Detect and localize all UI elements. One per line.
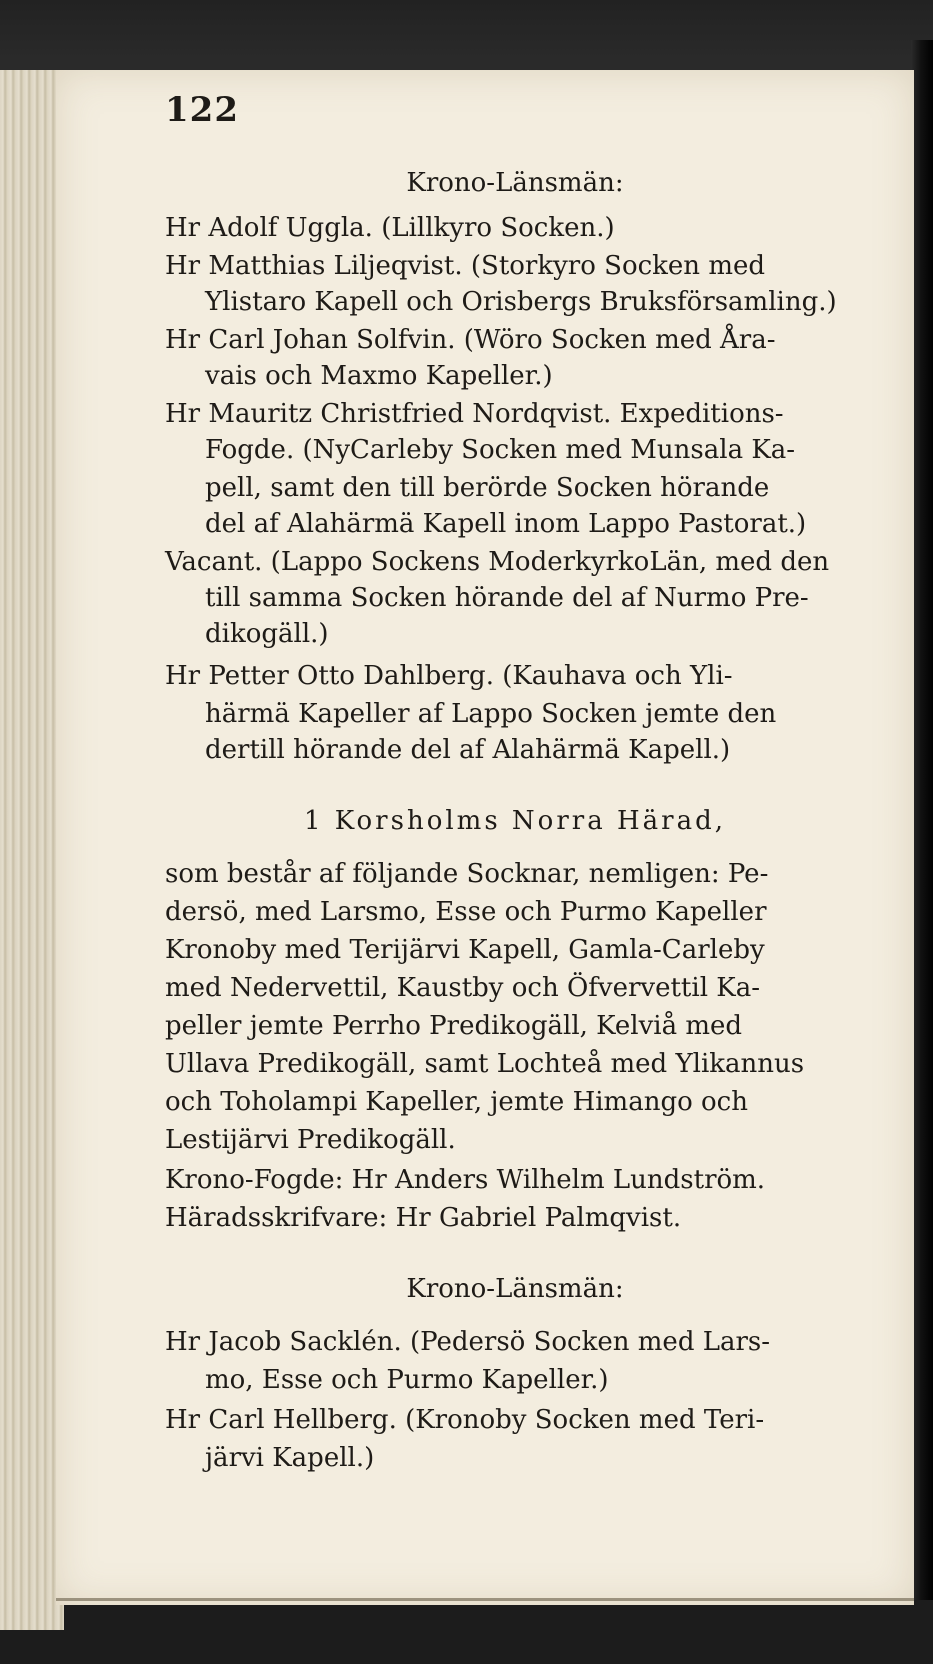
section-heading-korsholms-norra-harad: 1 Korsholms Norra Härad, [304,806,726,836]
entry-line: pell, samt den till berörde Socken hörande [205,473,770,503]
section-heading-krono-lansman-1: Krono-Länsmän: [406,168,624,198]
section-heading-krono-lansman-2: Krono-Länsmän: [406,1274,624,1304]
entry-line: dersö, med Larsmo, Esse och Purmo Kapeller [165,897,767,927]
entry-line: Krono-Fogde: Hr Anders Wilhelm Lundström. [165,1165,766,1195]
entry-line: med Nedervettil, Kaustby och Öfvervettil Ka- [165,973,760,1003]
entry-line: Hr Carl Johan Solfvin. (Wöro Socken med Åra- [165,325,776,355]
entry-line: Häradsskrifvare: Hr Gabriel Palmqvist. [165,1203,682,1233]
entry-line: peller jemte Perrho Predikogäll, Kelviå med [165,1011,743,1041]
entry-line: härmä Kapeller af Lappo Socken jemte den [205,699,777,729]
entry-line: Vacant. (Lappo Sockens ModerkyrkoLän, med den [165,547,830,577]
entry-line: dikogäll.) [205,619,329,649]
entry-line: vais och Maxmo Kapeller.) [205,361,553,391]
entry-line: Hr Carl Hellberg. (Kronoby Socken med Teri- [165,1405,765,1435]
page-number: 122 [165,90,239,130]
entry-line: Ullava Predikogäll, samt Lochteå med Ylikannus [165,1049,805,1079]
entry-line: Kronoby med Terijärvi Kapell, Gamla-Carleby [165,935,765,965]
entry-line: till samma Socken hörande del af Nurmo Pre- [205,583,809,613]
entry-line: Fogde. (NyCarleby Socken med Munsala Ka- [205,435,796,465]
entry-line: del af Alahärmä Kapell inom Lappo Pastorat.) [205,509,807,539]
book-page-edges [0,70,64,1630]
entry-line: Hr Petter Otto Dahlberg. (Kauhava och Yli- [165,661,733,691]
entry-line: Hr Mauritz Christfried Nordqvist. Expeditions- [165,399,784,429]
entry-line: mo, Esse och Purmo Kapeller.) [205,1365,609,1395]
page-bottom-edge [56,1598,914,1601]
entry-line: och Toholampi Kapeller, jemte Himango och [165,1087,748,1117]
entry-line: dertill hörande del af Alahärmä Kapell.) [205,735,731,765]
entry-line: Lestijärvi Predikogäll. [165,1125,456,1155]
entry-line: järvi Kapell.) [205,1443,375,1473]
entry-line: Hr Matthias Liljeqvist. (Storkyro Socken med [165,251,766,281]
entry-line: Hr Adolf Uggla. (Lillkyro Socken.) [165,213,615,243]
entry-line: som består af följande Socknar, nemligen: Pe- [165,859,769,889]
entry-line: Ylistaro Kapell och Orisbergs Bruksförsamling.) [205,287,837,317]
book-spine-shadow [911,40,933,1600]
entry-line: Hr Jacob Sacklén. (Pedersö Socken med Lars- [165,1327,771,1357]
